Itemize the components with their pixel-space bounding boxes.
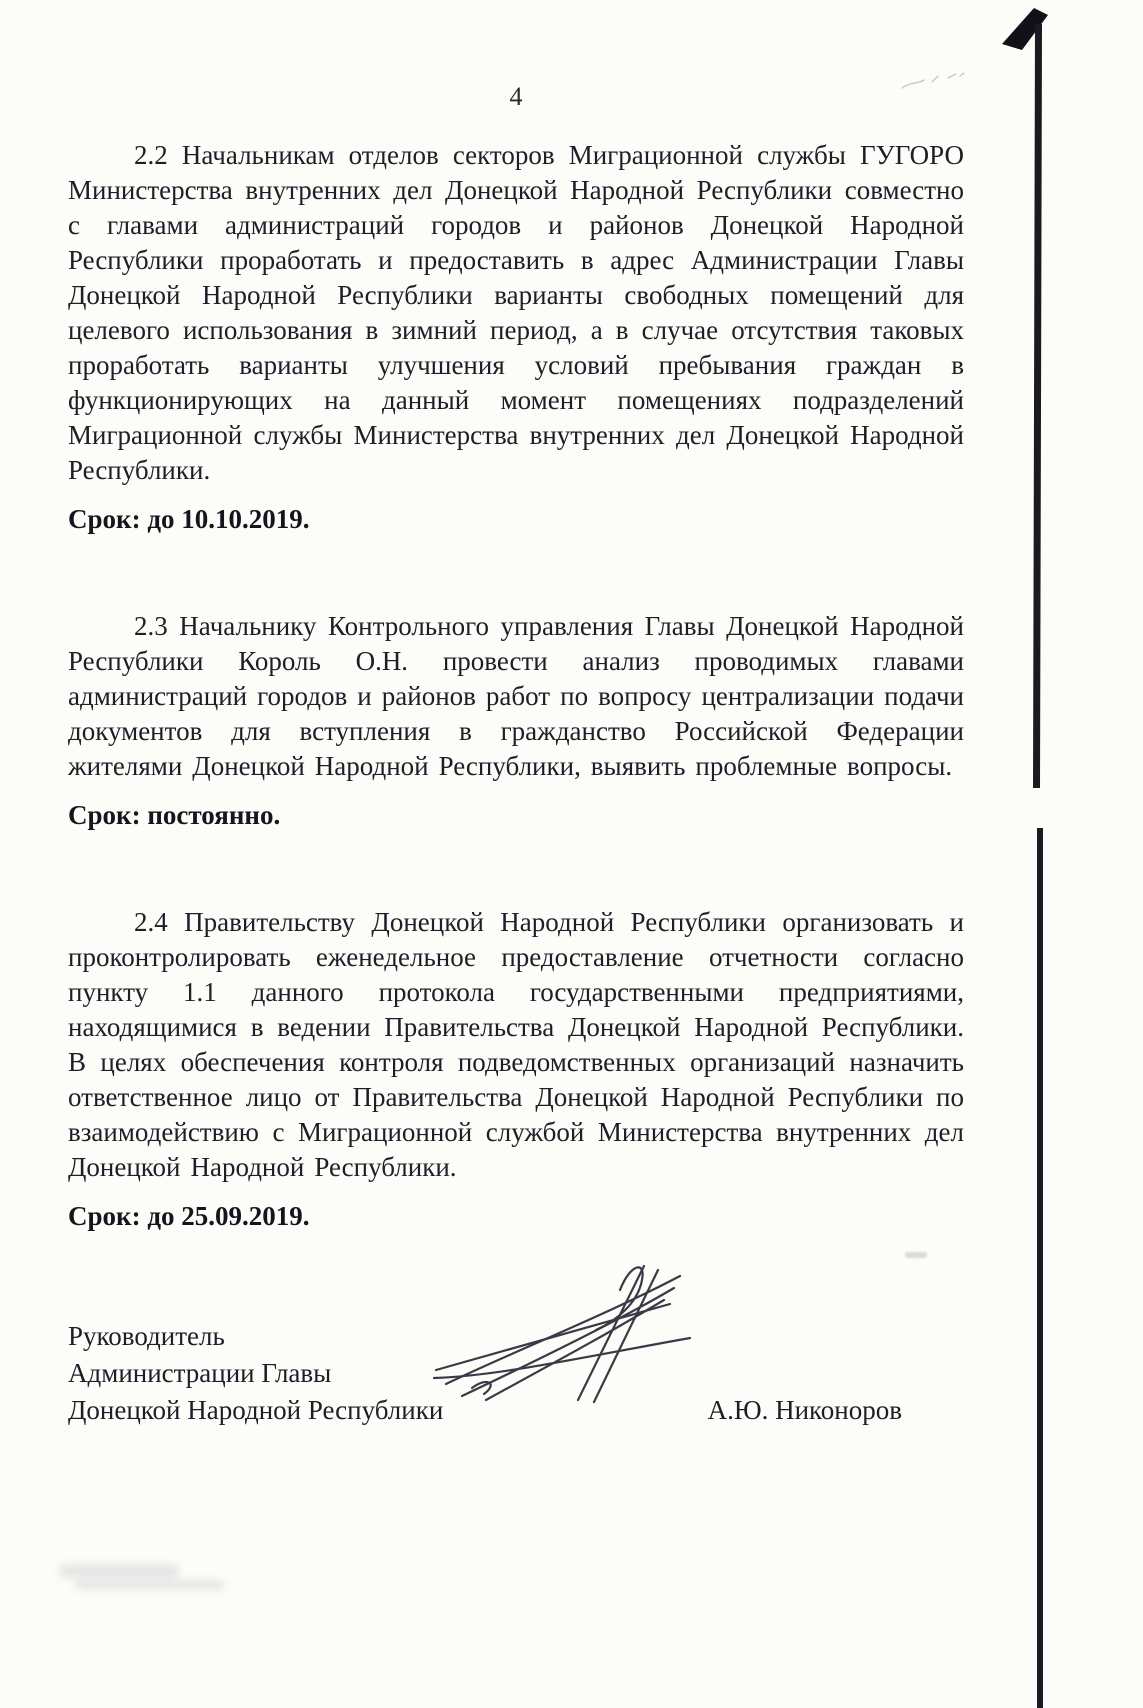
- paragraph-2-2: 2.2 Начальникам отделов секторов Миграционной службы ГУГОРО Министерства внутренних дел Донецкой Народной Республики совместно с главами администраций городов и районов Донецкой Народной Республики проработать и предоставить в адрес Администрации Главы Донецкой Народной Республики варианты свободных помещений для целевого использования в зимний период, а в случае отсутствия таковых проработать варианты улучшения условий пребывания граждан в функционирующих на данный момент помещениях подразделений Миграционной службы Министерства внутренних дел Донецкой Народной Республики.: [68, 140, 964, 485]
- scan-artifact-mark: [905, 1252, 927, 1258]
- deadline-2-2: Срок: до 10.10.2019.: [68, 504, 310, 534]
- pencil-mark: [898, 70, 968, 96]
- signature-name: А.Ю. Никоноров: [707, 1395, 902, 1425]
- page-number: 4: [509, 82, 523, 111]
- scan-artifact-edge-line-top: [1033, 24, 1042, 788]
- scan-artifact-edge-line-bottom: [1037, 828, 1043, 1708]
- scan-artifact-corner: [1000, 2, 1052, 54]
- paragraph-2-4: 2.4 Правительству Донецкой Народной Республики организовать и проконтролировать еженедельное предоставление отчетности согласно пункту 1.1 данного протокола государственными предприятиями, находящимися в ведении Правительства Донецкой Народной Республики. В целях обеспечения контроля подведомственных организаций назначить ответственное лицо от Правительства Донецкой Народной Республики по взаимодействию с Миграционной службой Министерства внутренних дел Донецкой Народной Республики.: [68, 907, 964, 1182]
- signature-role-line-1: Руководитель: [68, 1321, 225, 1351]
- smudge-blob: [59, 1564, 179, 1578]
- scan-artifact-smudge: [55, 1556, 245, 1598]
- deadline-2-3: Срок: постоянно.: [68, 800, 281, 830]
- signature-role-line-3: Донецкой Народной Республики: [68, 1395, 444, 1425]
- signature-role: [68, 1318, 443, 1429]
- document-content: [68, 138, 964, 1306]
- deadline-2-4: Срок: до 25.09.2019.: [68, 1201, 310, 1231]
- paragraph-2-3: 2.3 Начальнику Контрольного управления Главы Донецкой Народной Республики Король О.Н. провести анализ проводимых главами администраций городов и районов работ по вопросу централизации подачи документов для вступления в гражданство Российской Федерации жителями Донецкой Народной Республики, выявить проблемные вопросы.: [68, 611, 964, 781]
- signature-block: [68, 1318, 964, 1429]
- smudge-blob: [75, 1580, 225, 1590]
- signature-role-line-2: Администрации Главы: [68, 1358, 332, 1388]
